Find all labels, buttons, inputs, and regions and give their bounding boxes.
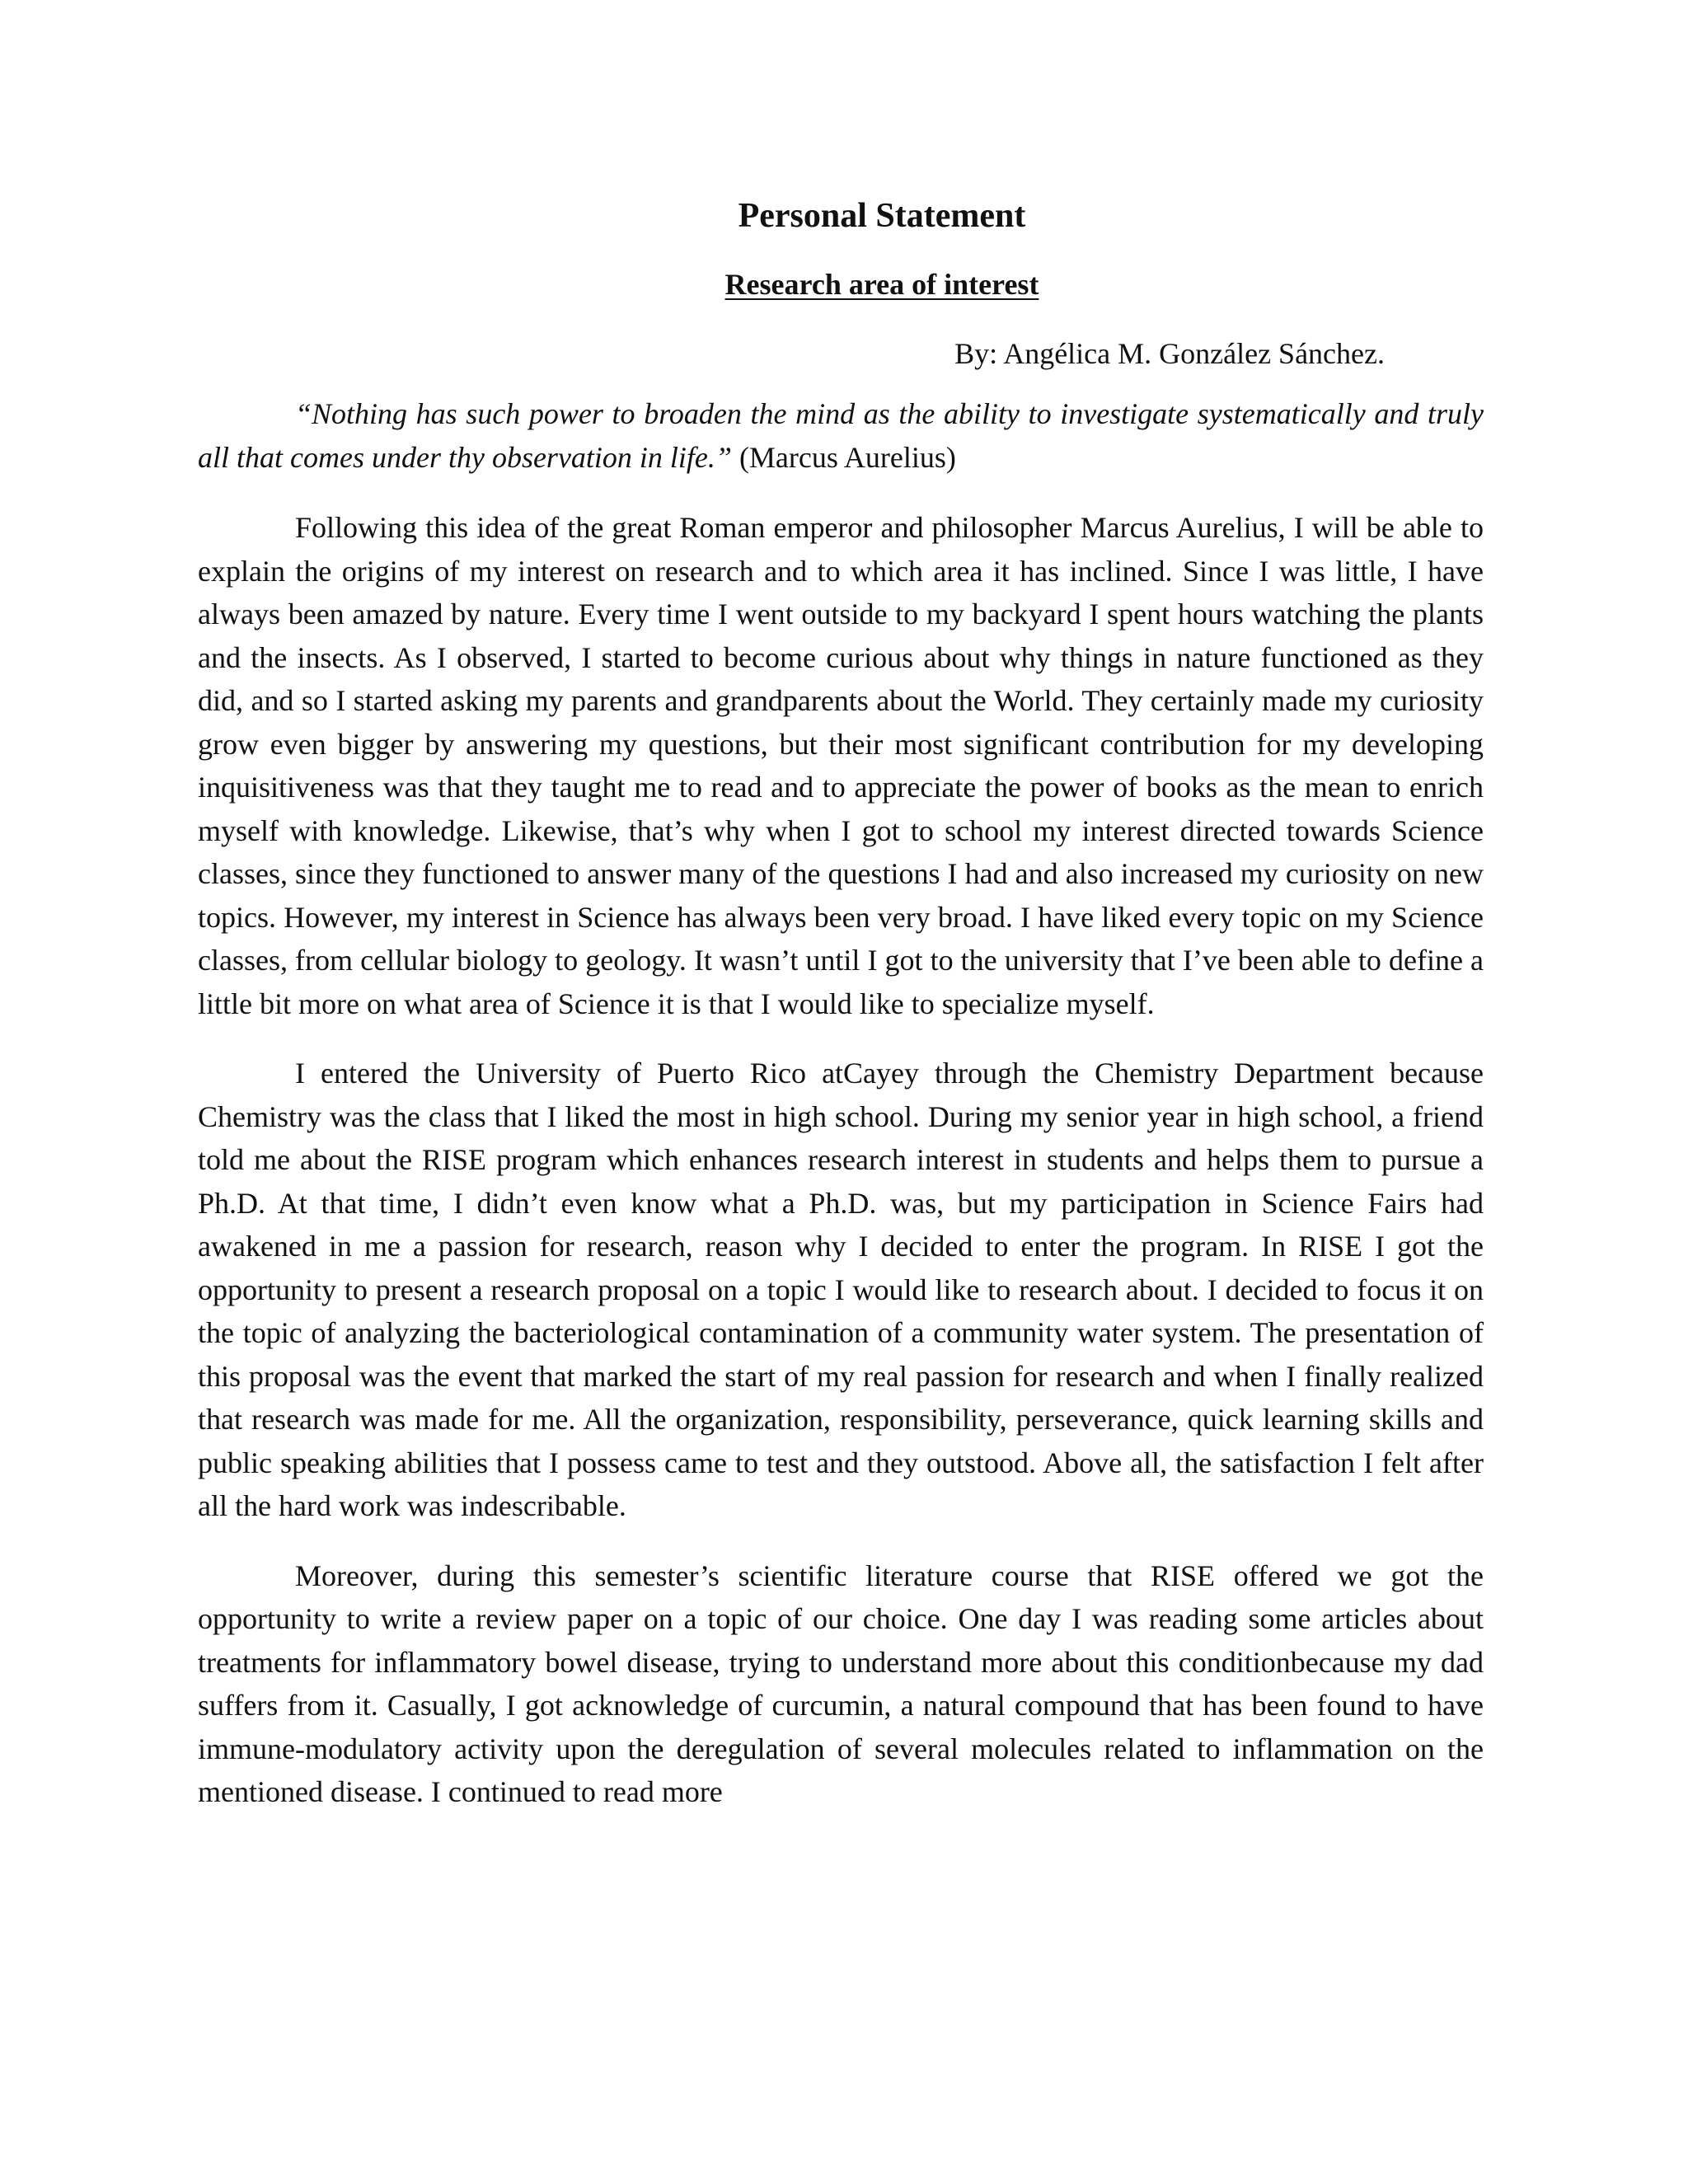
paragraph-1: Following this idea of the great Roman emperor and philosopher Marcus Aurelius, I will be able to explain the origins of my interest on research and to which area it has inclined. Since I was little, I have always been amazed by nature. Every time I went outside to my backyard I spent hours watching the plants and the insects. As I observed, I started to become curious about why things in nature functioned as they did, and so I started asking my parents and grandparents about the World. They certainly made my curiosity grow even bigger by answering my questions, but their most significant contribution for my developing inquisitiveness was that they taught me to read and to appreciate the power of books as the mean to enrich myself with knowledge. Likewise, that’s why when I got to school my interest directed towards Science classes, since they functioned to answer many of the questions I had and also increased my curiosity on new topics. However, my interest in Science has always been very broad. I have liked every topic on my Science classes, from cellular biology to geology. It wasn’t until I got to the university that I’ve been able to define a little bit more on what area of Science it is that I would like to specialize myself. [198,511,1484,1020]
paragraph-2: I entered the University of Puerto Rico atCayey through the Chemistry Department because Chemistry was the class that I liked the most in high school. During my senior year in high school, a friend told me about the RISE program which enhances research interest in students and helps them to pursue a Ph.D. At that time, I didn’t even know what a Ph.D. was, but my participation in Science Fairs had awakened in me a passion for research, reason why I decided to enter the program. In RISE I got the opportunity to present a research proposal on a topic I would like to research about. I decided to focus it on the topic of analyzing the bacteriological contamination of a community water system. The presentation of this proposal was the event that marked the start of my real passion for research and when I finally realized that research was made for me. All the organization, responsibility, perseverance, quick learning skills and public speaking abilities that I possess came to test and they outstood. Above all, the satisfaction I felt after all the hard work was indescribable. [198,1057,1484,1522]
document-subtitle: Research area of interest [724,268,1039,301]
quote-text: “Nothing has such power to broaden the mind as the ability to investigate systematically and truly all that comes under thy observation in life.” [198,397,1484,474]
epigraph-quote [198,392,1484,480]
paragraph-3: Moreover, during this semester’s scientific literature course that RISE offered we got the opportunity to write a review paper on a topic of our choice. One day I was reading some articles about treatments for inflammatory bowel disease, trying to understand more about this conditionbecause my dad suffers from it. Casually, I got acknowledge of curcumin, a natural compound that has been found to have immune-modulatory activity upon the deregulation of several molecules related to inflammation on the mentioned disease. I continued to read more [198,1558,1484,1808]
author-line: By: Angélica M. González Sánchez. [954,337,1385,370]
quote-attribution: (Marcus Aurelius) [731,441,956,474]
document-title: Personal Statement [738,197,1026,235]
document-body [198,191,1484,1814]
